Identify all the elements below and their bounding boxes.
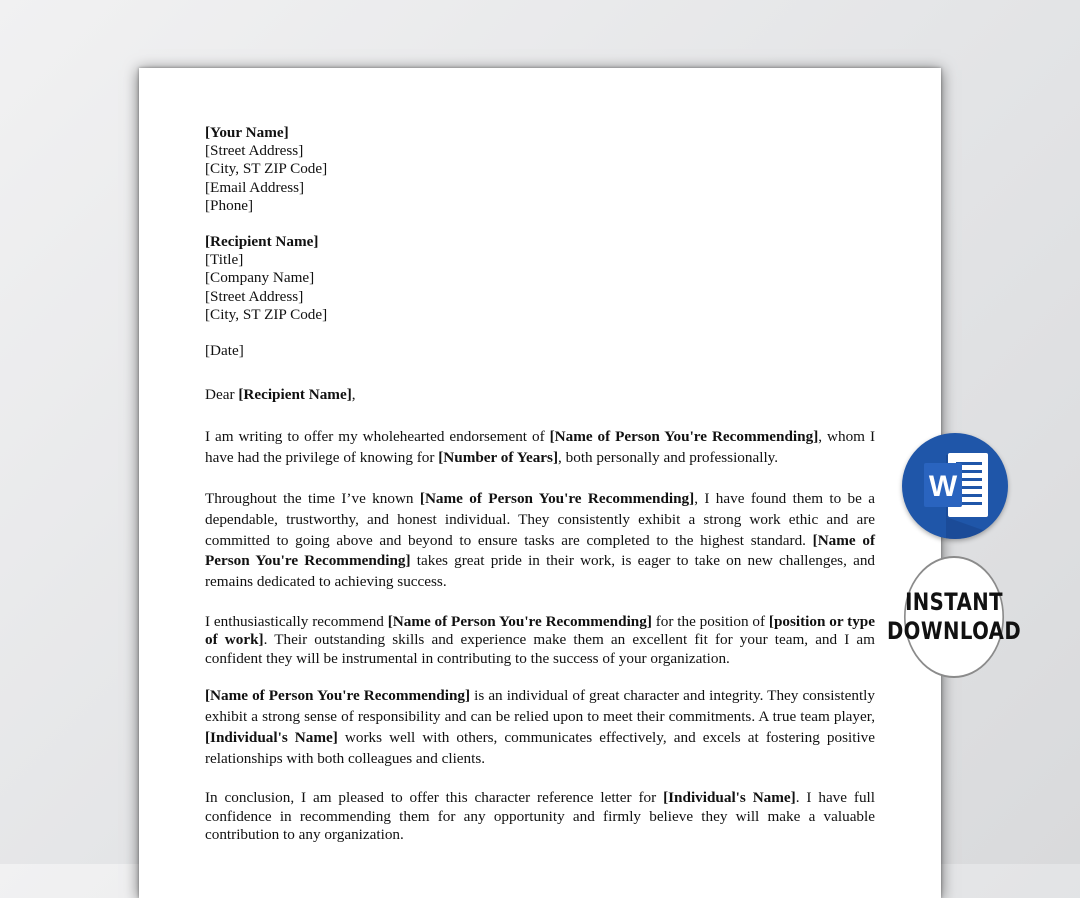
recipient-city: [City, ST ZIP Code] <box>205 305 328 323</box>
word-document-icon <box>902 433 1008 539</box>
instant-download-badge <box>886 556 1022 678</box>
placeholder-field: [Name of Person You're Recommending] <box>205 531 876 570</box>
paragraph-text: , I have found them to be a dependable, trustworthy, and honest individual. They consistently exhibit a strong work ethic and are committed to going above and beyond to ensure tasks are completed to the highest standard. <box>205 490 875 549</box>
placeholder-field: [Name of Person You're Recommending] <box>387 613 652 631</box>
letter-date: [Date] <box>205 342 244 360</box>
download-label: DOWNLOAD <box>886 617 1022 645</box>
placeholder-field: [Name of Person You're Recommending] <box>205 687 471 705</box>
recipient-title: [Title] <box>205 251 244 269</box>
sender-phone: [Phone] <box>205 196 254 214</box>
recipient-street: [Street Address] <box>205 287 304 305</box>
paragraph-text: . I have full confidence in recommending them for any opportunity and firmly believe they will make a valuable contribution to any organization. <box>205 789 875 844</box>
paragraph-intro <box>205 427 875 469</box>
placeholder-field: [Individual's Name] <box>205 728 338 746</box>
sender-street: [Street Address] <box>205 142 304 160</box>
placeholder-field: [Individual's Name] <box>663 789 796 807</box>
paragraph-recommendation <box>205 613 875 668</box>
sender-name: [Your Name] <box>205 124 289 141</box>
placeholder-field: [position or type of work] <box>205 613 875 649</box>
paragraph-text: is an individual of great character and integrity. They consistently exhibit a strong sense of responsibility and can be relied upon to meet their commitments. A true team player, <box>205 687 875 726</box>
instant-label: INSTANT <box>905 588 1003 616</box>
sender-block <box>205 124 875 215</box>
paragraph-text: . Their outstanding skills and experience make them an excellent fit for your team, and I am confident they will be instrumental in contributing to the success of your organization. <box>205 631 875 667</box>
svg-text:W: W <box>928 470 958 503</box>
placeholder-field: [Name of Person You're Recommending] <box>549 428 819 446</box>
paragraph-text: I enthusiastically recommend <box>205 613 388 631</box>
recipient-block <box>205 233 875 324</box>
paragraph-text: Throughout the time I’ve known <box>205 490 420 508</box>
paragraph-text: In conclusion, I am pleased to offer this character reference letter for <box>205 789 664 807</box>
salutation: Dear [Recipient Name], <box>205 386 356 404</box>
document-page <box>139 68 941 898</box>
paragraph-text: I am writing to offer my wholehearted endorsement of <box>205 428 550 446</box>
placeholder-field: [Number of Years] <box>438 449 559 467</box>
sender-email: [Email Address] <box>205 178 305 196</box>
paragraph-character <box>205 686 875 769</box>
paragraph-text: , both personally and professionally. <box>558 449 779 467</box>
word-logo-icon <box>902 433 1008 539</box>
letter-body <box>205 124 875 845</box>
recipient-company: [Company Name] <box>205 269 315 287</box>
sender-city: [City, ST ZIP Code] <box>205 160 328 178</box>
paragraph-text: works well with others, communicates effectively, and excels at fostering positive relationships with both colleagues and clients. <box>205 728 875 767</box>
paragraph-text: , whom I have had the privilege of knowing for <box>205 428 875 467</box>
paragraph-text: for the position of <box>651 613 769 631</box>
paragraph-conclusion <box>205 789 875 844</box>
paragraph-qualities <box>205 489 875 593</box>
recipient-name: [Recipient Name] <box>205 233 319 251</box>
paragraph-text: takes great pride in their work, is eager to take on new challenges, and remains dedicated to achieving success. <box>205 552 876 591</box>
placeholder-field: [Name of Person You're Recommending] <box>419 490 695 508</box>
